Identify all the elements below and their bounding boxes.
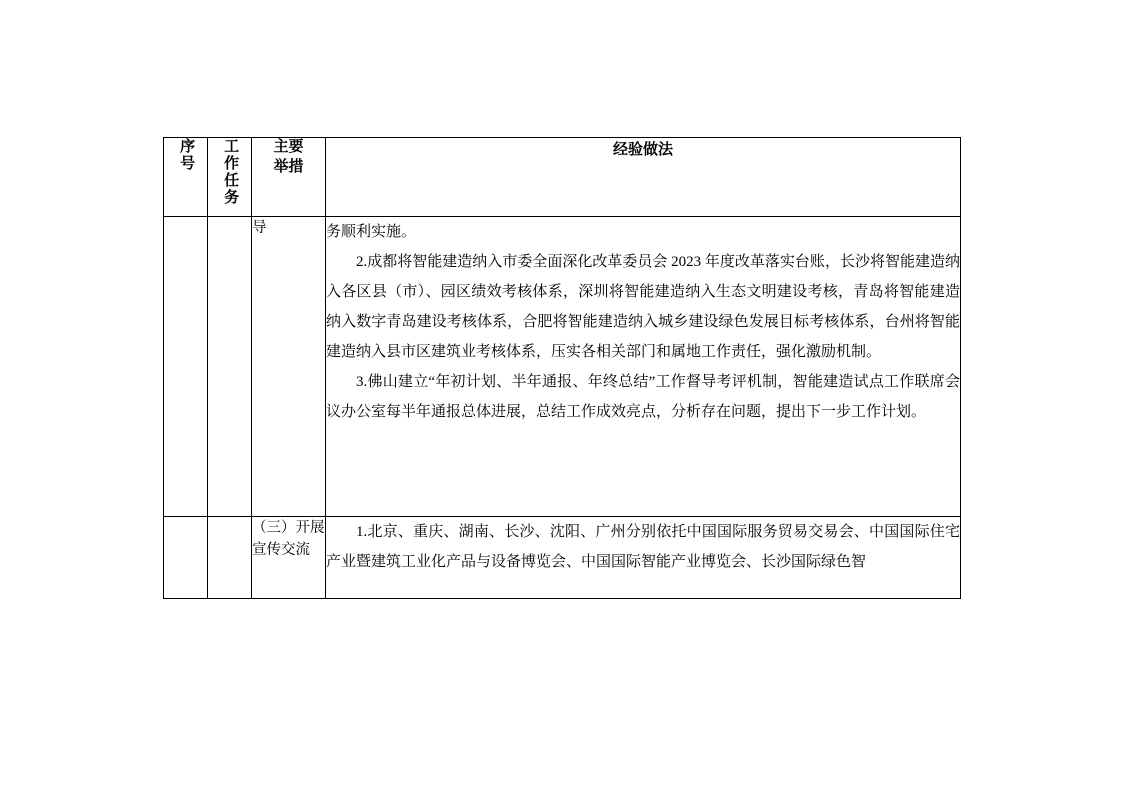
table-header-row (164, 138, 961, 217)
experience-paragraph: 3.佛山建立“年初计划、半年通报、年终总结”工作督导考评机制，智能建造试点工作联席会议办公室每半年通报总体进展，总结工作成效亮点，分析存在问题，提出下一步工作计划。 (326, 374, 960, 420)
cell-experience (326, 517, 961, 599)
experience-paragraph: 务顺利实施。 (326, 224, 417, 240)
experience-paragraph: 2.成都将智能建造纳入市委全面深化改革委员会 2023 年度改革落实台账，长沙将智能建造纳入各区县（市）、园区绩效考核体系，深圳将智能建造纳入生态文明建设考核，青岛将智能建造纳入数字青岛建设考核体系，合肥将智能建造纳入城乡建设绿色发展目标考核体系，台州将智能建造纳入县市区建筑业考核体系，压实各相关部门和属地工作责任，强化激励机制。 (326, 254, 960, 360)
column-header-measure-label: 主要举措 (273, 139, 304, 175)
column-header-seq-label: 序号 (178, 138, 195, 172)
cell-seq (164, 217, 208, 517)
table-row (164, 217, 961, 517)
column-header-experience-label: 经验做法 (612, 142, 673, 158)
cell-experience (326, 217, 961, 517)
cell-task (208, 517, 252, 599)
column-header-experience (326, 138, 961, 217)
experience-paragraph: 1.北京、重庆、湖南、长沙、沈阳、广州分别依托中国国际服务贸易交易会、中国国际住宅产业暨建筑工业化产品与设备博览会、中国国际智能产业博览会、长沙国际绿色智 (326, 524, 960, 570)
table-row (164, 517, 961, 599)
cell-measure: （三）开展宣传交流 (252, 517, 326, 599)
column-header-seq (164, 138, 208, 217)
column-header-task (208, 138, 252, 217)
cell-task (208, 217, 252, 517)
cell-measure: 导 (252, 217, 326, 517)
experience-table (163, 137, 961, 599)
column-header-task-label: 工作任务 (222, 138, 239, 206)
cell-seq (164, 517, 208, 599)
column-header-measure (252, 138, 326, 217)
